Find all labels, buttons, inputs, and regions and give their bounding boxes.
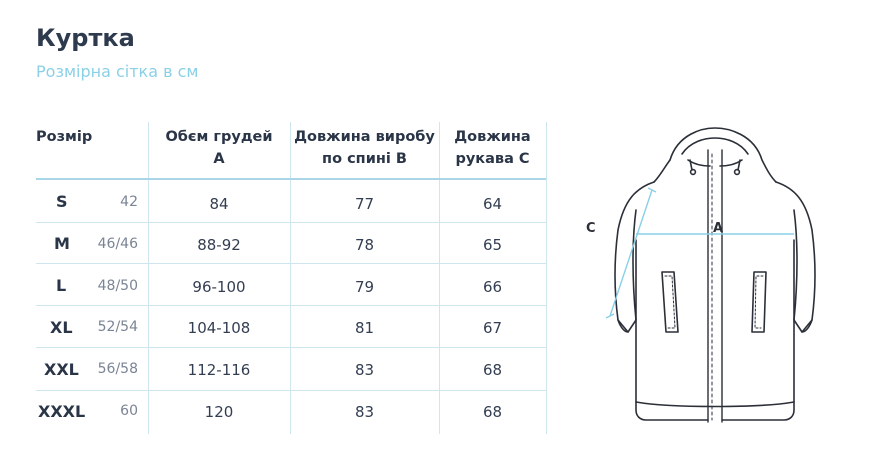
row-divider — [36, 305, 546, 306]
size-label: L — [56, 276, 67, 295]
size-table — [36, 122, 548, 434]
header-divider — [36, 178, 546, 180]
jacket-icon — [570, 120, 860, 450]
column-divider — [546, 122, 547, 434]
length-value: 81 — [354, 319, 375, 337]
length-value: 83 — [354, 361, 375, 379]
column-header-length — [290, 126, 439, 170]
label-c: C — [586, 221, 596, 236]
sleeve-value: 65 — [482, 236, 503, 254]
eu-size: 48/50 — [97, 278, 138, 294]
row-divider — [36, 263, 546, 264]
eu-size: 52/54 — [97, 319, 138, 335]
column-header-size: Розмір — [36, 129, 93, 145]
column-header-sleeve — [439, 126, 546, 170]
length-value: 83 — [354, 403, 375, 421]
size-label: XL — [50, 318, 73, 337]
size-label: XXL — [44, 360, 79, 379]
column-header-length-line2: по спині B — [322, 151, 407, 167]
length-value: 78 — [354, 236, 375, 254]
label-a: A — [713, 221, 724, 236]
page-title: Куртка — [36, 24, 135, 52]
row-divider — [36, 390, 546, 391]
sleeve-value: 64 — [482, 195, 503, 213]
chest-value: 88-92 — [197, 236, 241, 254]
chest-value: 96-100 — [192, 278, 246, 296]
eu-size: 56/58 — [97, 361, 138, 377]
eu-size: 46/46 — [97, 236, 138, 252]
size-label: S — [56, 192, 68, 211]
row-divider — [36, 222, 546, 223]
chest-value: 112-116 — [187, 361, 251, 379]
size-label: XXXL — [38, 402, 86, 421]
page-subtitle: Розмірна сітка в см — [36, 62, 199, 81]
sleeve-value: 66 — [482, 278, 503, 296]
column-header-chest-line2: A — [213, 151, 225, 167]
chest-value: 104-108 — [187, 319, 251, 337]
eu-size: 60 — [120, 403, 138, 419]
length-value: 77 — [354, 195, 375, 213]
row-divider — [36, 347, 546, 348]
column-header-chest — [148, 126, 290, 170]
eu-size: 42 — [120, 194, 138, 210]
sleeve-value: 68 — [482, 361, 503, 379]
column-header-sleeve-line2: рукава C — [455, 151, 530, 167]
column-header-chest-line1: Обєм грудей — [165, 129, 273, 145]
sleeve-value: 67 — [482, 319, 503, 337]
chest-value: 120 — [204, 403, 234, 421]
jacket-illustration — [570, 120, 860, 450]
column-header-length-line1: Довжина виробу — [294, 129, 435, 145]
size-label: M — [54, 234, 70, 253]
chest-value: 84 — [209, 195, 229, 213]
column-header-sleeve-line1: Довжина — [454, 129, 531, 145]
sleeve-value: 68 — [482, 403, 503, 421]
length-value: 79 — [354, 278, 375, 296]
